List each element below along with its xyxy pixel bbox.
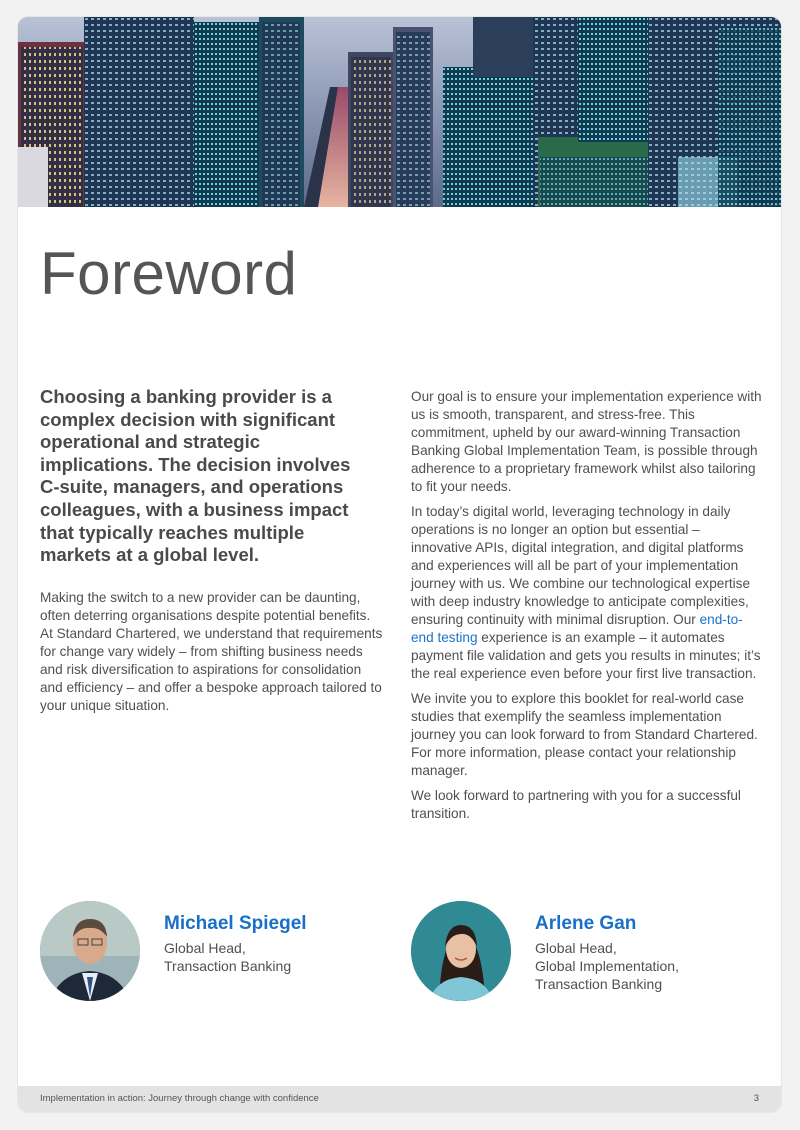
end-to-end-testing-link[interactable]: end-to-end testing [411, 612, 743, 645]
person-role [164, 939, 291, 975]
page-number: 3 [753, 1093, 759, 1104]
document-page [18, 17, 781, 1112]
paragraph-closing: We look forward to partnering with you for a successful transition. [411, 788, 741, 821]
person-name: Arlene Gan [535, 913, 637, 934]
portrait-photo-icon [40, 901, 140, 1001]
footer-title: Implementation in action: Journey through change with confidence [40, 1093, 319, 1104]
paragraph-invite: We invite you to explore this booklet for real-world case studies that exemplify the seamless implementation journey you can look forward to from Standard Chartered. For more information, please contact your relationship manager. [411, 691, 758, 778]
avatar [40, 901, 140, 1001]
page-footer [18, 1086, 781, 1112]
cityscape-banner-image [18, 17, 781, 207]
person-role [535, 939, 679, 993]
person-role-line: Global Head, [164, 940, 246, 956]
person-role-line: Global Head, [535, 940, 617, 956]
paragraph-digital [411, 503, 763, 683]
person-role-line: Global Implementation, [535, 958, 679, 974]
lead-paragraph: Choosing a banking provider is a complex decision with significant operational and strategic implications. The decision involves C-suite, managers, and operations colleagues, with a business impact that typically reaches multiple markets at a global level. [40, 386, 351, 566]
paragraph-digital-text-2: experience is an example – it automates payment file validation and gets you results in minutes; it’s the real experience even before your first live transaction. [411, 630, 761, 681]
right-column [411, 388, 763, 830]
page-title: Foreword [40, 240, 298, 307]
paragraph-digital-text-1: In today’s digital world, leveraging technology in daily operations is no longer an option but essential – innovative APIs, digital integration, and digital platforms and experiences will all be part of your implementation journey with us. We combine our technological expertise with deep industry knowledge to anticipate complexities, ensuring continuity with minimal disruption. Our [411, 504, 751, 627]
person-role-line: Transaction Banking [535, 976, 663, 992]
portrait-photo-icon [411, 901, 511, 1001]
paragraph-goal: Our goal is to ensure your implementation experience with us is smooth, transparent, and stress-free. This commitment, upheld by our award-winning Transaction Banking Global Implementation Team, is possible through adherence to a proprietary framework whilst also tailoring to fit your needs. [411, 389, 762, 494]
person-name: Michael Spiegel [164, 913, 307, 934]
avatar [411, 901, 511, 1001]
cityscape-illustration [18, 17, 781, 207]
person-role-line: Transaction Banking [164, 958, 292, 974]
intro-paragraph: Making the switch to a new provider can be daunting, often deterring organisations despite potential benefits. At Standard Chartered, we understand that requirements for change vary widely – from shifting business needs and risk diversification to aspirations for consolidation and efficiency – and offer a bespoke approach tailored to your unique situation. [40, 590, 383, 713]
